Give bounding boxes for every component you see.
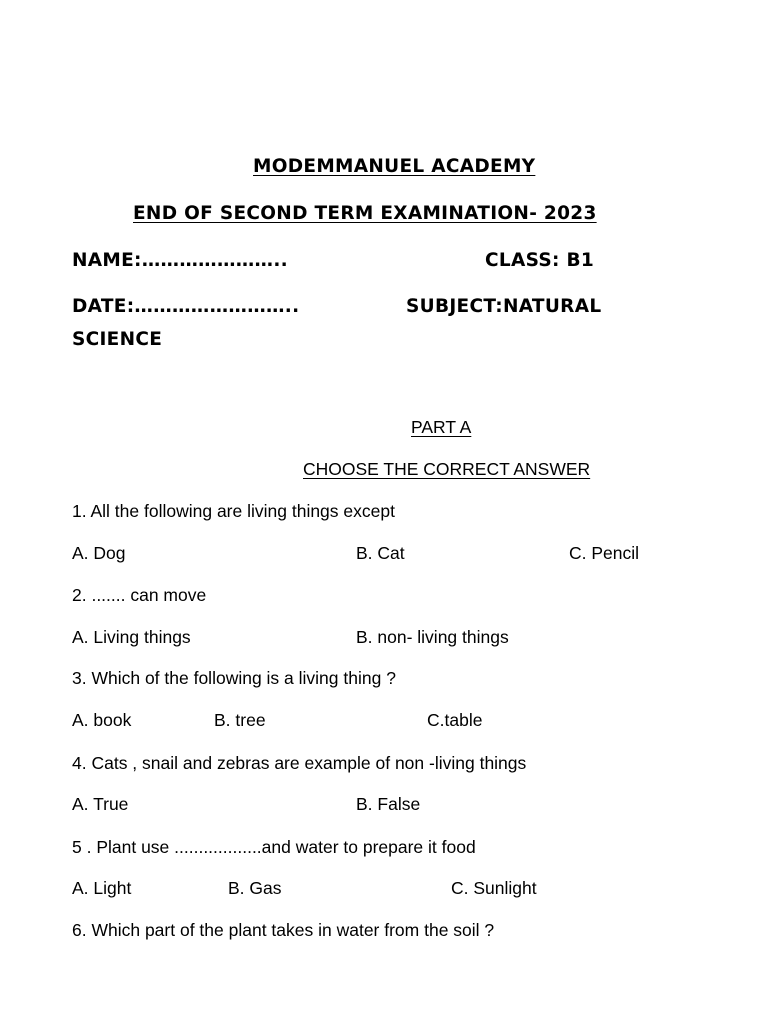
q5-option-a: A. Light: [72, 878, 132, 898]
question-3: 3. Which of the following is a living thing ?: [72, 668, 396, 688]
question-6: 6. Which part of the plant takes in water from the soil ?: [72, 920, 495, 940]
q5-option-c: C. Sunlight: [451, 878, 537, 898]
q2-option-b: B. non- living things: [356, 627, 509, 647]
q3-option-c: C.table: [427, 710, 483, 730]
q5-option-b: B. Gas: [228, 878, 282, 898]
q4-option-b: B. False: [356, 794, 421, 814]
question-1: 1. All the following are living things except: [72, 501, 395, 521]
question-5: 5 . Plant use ..................and water to prepare it food: [72, 837, 476, 857]
question-4: 4. Cats , snail and zebras are example of non -living things: [72, 753, 527, 773]
instruction-heading: CHOOSE THE CORRECT ANSWER: [303, 459, 591, 479]
q1-option-a: A. Dog: [72, 543, 126, 563]
q1-option-b: B. Cat: [356, 543, 405, 563]
q3-option-a: A. book: [72, 710, 132, 730]
subject-label: SUBJECT:NATURAL: [406, 296, 602, 317]
date-label: DATE:……………………..: [72, 296, 300, 317]
q4-option-a: A. True: [72, 794, 129, 814]
q1-option-c: C. Pencil: [569, 543, 640, 563]
subject-label-continued: SCIENCE: [72, 329, 163, 350]
name-label: NAME:…………………..: [72, 250, 289, 271]
q3-option-b: B. tree: [214, 710, 266, 730]
question-2: 2. ....... can move: [72, 585, 207, 605]
part-heading: PART A: [411, 417, 472, 437]
school-name: MODEMMANUEL ACADEMY: [253, 156, 536, 177]
exam-title: END OF SECOND TERM EXAMINATION- 2023: [133, 203, 597, 224]
class-label: CLASS: B1: [485, 250, 595, 271]
q2-option-a: A. Living things: [72, 627, 191, 647]
